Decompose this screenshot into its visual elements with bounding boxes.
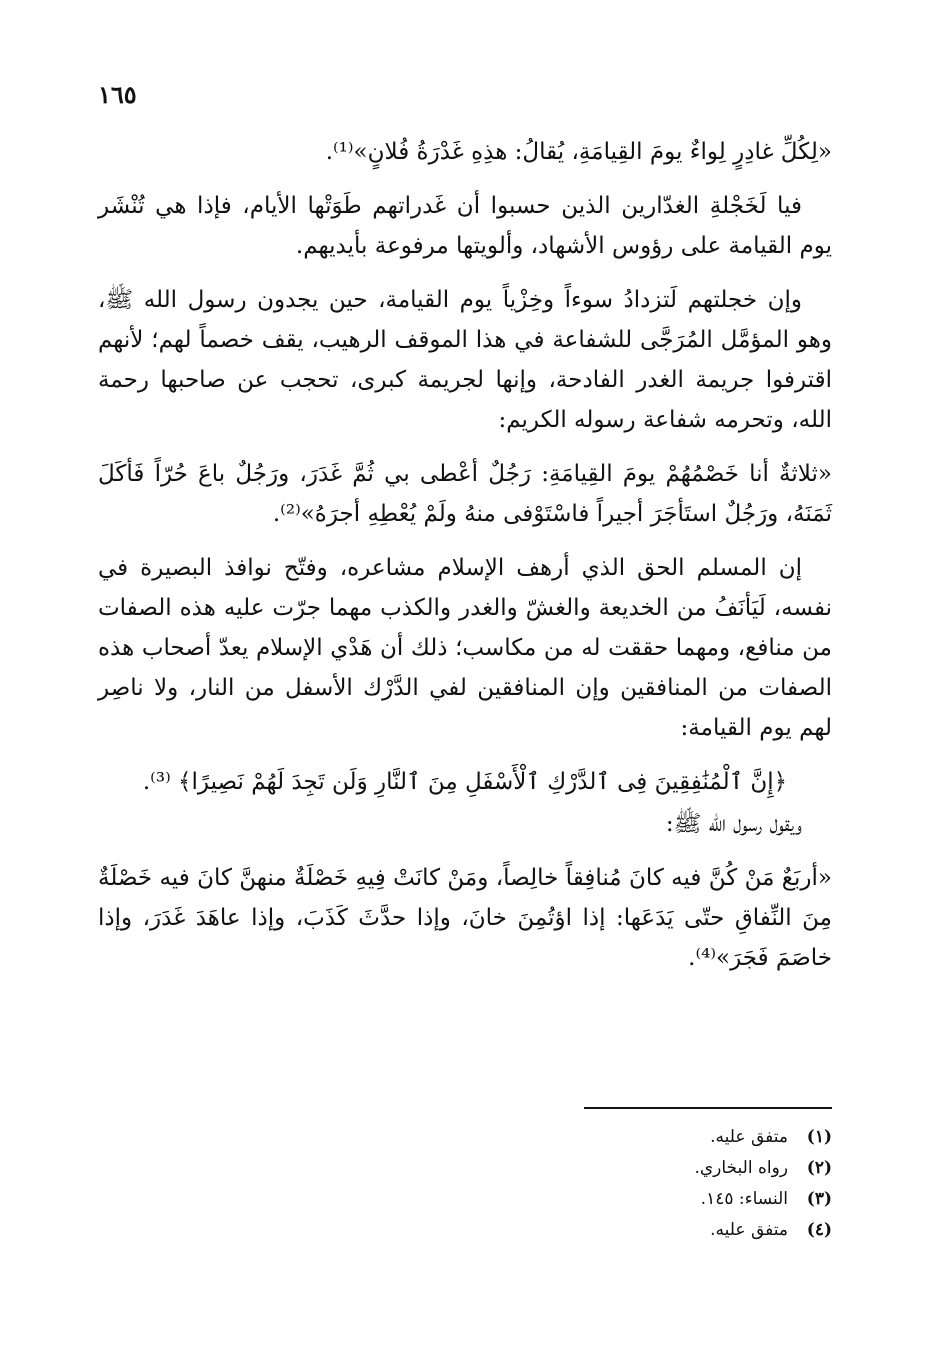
paragraph-1: فيا لَخَجْلةِ الغدّارين الذين حسبوا أن غَدراتهم طَوَتْها الأيام، فإذا هي تُنْشَر يوم القيامة على رؤوس الأشهاد، وألويتها مرفوعة بأيديهم. — [98, 193, 832, 259]
footnote-4 — [432, 1215, 832, 1246]
footnote-number: (١) — [806, 1127, 832, 1147]
page-number: ١٦٥ — [98, 80, 137, 109]
paragraph-2: وإن خجلتهم لَتزدادُ سوءاً وخِزْياً يوم القيامة، حين يجدون رسول الله ﷺ، وهو المؤمَّل المُرَجَّى للشفاعة في هذا الموقف الرهيب، يقف خصماً لهم؛ لأنهم اقترفوا جريمة الغدر الفادحة، وإنها لجريمة كبرى، تحجب عن صاحبها رحمة الله، وتحرمه شفاعة رسوله الكريم: — [98, 287, 832, 433]
footnote-number: (٣) — [806, 1189, 832, 1209]
footnotes — [432, 1122, 832, 1246]
footnote-2 — [432, 1153, 832, 1184]
paragraph-3: إن المسلم الحق الذي أرهف الإسلام مشاعره، وفتّح نوافذ البصيرة في نفسه، لَيَأنَفُ من الخديعة والغشّ والغدر والكذب مهما جرّت عليه هذه الصفات من منافع، ومهما حققت له من مكاسب؛ ذلك أن هَدْي الإسلام يعدّ أصحاب هذه الصفات من المنافقين وإن المنافقين لفي الدَّرْك الأسفل من النار، ولا ناصِر لهم يوم القيامة: — [98, 555, 832, 741]
footnote-text: النساء: ١٤٥. — [700, 1189, 788, 1209]
footnote-1 — [432, 1122, 832, 1153]
quran-verse: ﴿إِنَّ ٱلْمُنَٰفِقِينَ فِى ٱلدَّرْكِ ٱلْأَسْفَلِ مِنَ ٱلنَّارِ وَلَن تَجِدَ لَهُمْ نَصِيرًا﴾ ⁽³⁾. — [142, 769, 788, 795]
main-text — [98, 132, 832, 992]
footnote-number: (٢) — [806, 1158, 832, 1178]
hadith-quote-3: «أربَعٌ مَنْ كُنَّ فيه كانَ مُنافِقاً خالِصاً، ومَنْ كانَتْ فِيهِ خَصْلَةٌ منهنَّ كانَ فيه خَصْلَةٌ مِنَ النِّفاقِ حتّى يَدَعَها: إذا اؤتُمِنَ خانَ، وإذا حدَّثَ كَذَبَ، وإذا عاهَدَ غَدَرَ، وإذا خاصَمَ فَجَرَ»⁽⁴⁾. — [98, 865, 832, 971]
footnote-number: (٤) — [806, 1220, 832, 1240]
footnote-text: متفق عليه. — [710, 1220, 788, 1240]
footnote-3 — [432, 1184, 832, 1215]
hadith-quote-2: «ثلاثةٌ أنا خَصْمُهُمْ يومَ القِيامَةِ: رَجُلٌ أعْطى بي ثُمَّ غَدَرَ، ورَجُلٌ باعَ حُرّاً فَأكَلَ ثَمَنَهُ، ورَجُلٌ استَأجَرَ أجيراً فاسْتَوْفى منهُ ولَمْ يُعْطِهِ أجرَهُ»⁽²⁾. — [98, 461, 832, 527]
hadith-intro: ويقول رسول الله ﷺ: — [665, 811, 802, 837]
hadith-quote-1: «لِكُلِّ غادِرٍ لِواءٌ يومَ القِيامَةِ، يُقالُ: هذِهِ غَدْرَةُ فُلانٍ»⁽¹⁾. — [325, 139, 832, 165]
footnote-divider — [584, 1107, 832, 1109]
footnote-text: متفق عليه. — [710, 1127, 788, 1147]
footnote-text: رواه البخاري. — [694, 1158, 788, 1178]
